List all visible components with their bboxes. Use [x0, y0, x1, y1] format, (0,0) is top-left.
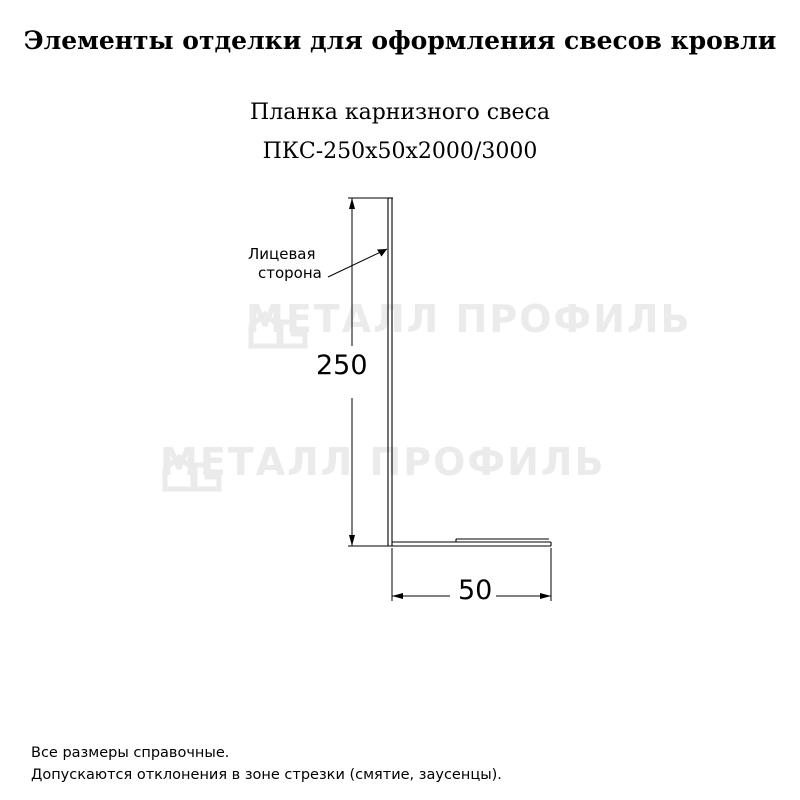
product-code: ПКС-250x50x2000/3000	[262, 139, 538, 164]
profile-outline	[388, 198, 551, 546]
dimension-value-height: 250	[316, 350, 368, 381]
watermark-text: МЕТАЛЛ ПРОФИЛЬ	[160, 440, 606, 484]
page-title: Элементы отделки для оформления свесов кровли	[23, 26, 777, 55]
dimension-value-width: 50	[458, 575, 493, 606]
footer-note-1: Все размеры справочные.	[31, 745, 230, 761]
watermark-text: МЕТАЛЛ ПРОФИЛЬ	[246, 297, 692, 341]
footer-notes	[31, 742, 502, 786]
leader-line-face-side	[328, 249, 387, 277]
annotation-face-side-line2: сторона	[258, 264, 322, 282]
footer-note-2: Допускаются отклонения в зоне стрезки (смятие, заусенцы).	[31, 767, 502, 783]
annotation-face-side-line1: Лицевая	[248, 245, 316, 263]
product-name: Планка карнизного свеса	[250, 100, 550, 125]
